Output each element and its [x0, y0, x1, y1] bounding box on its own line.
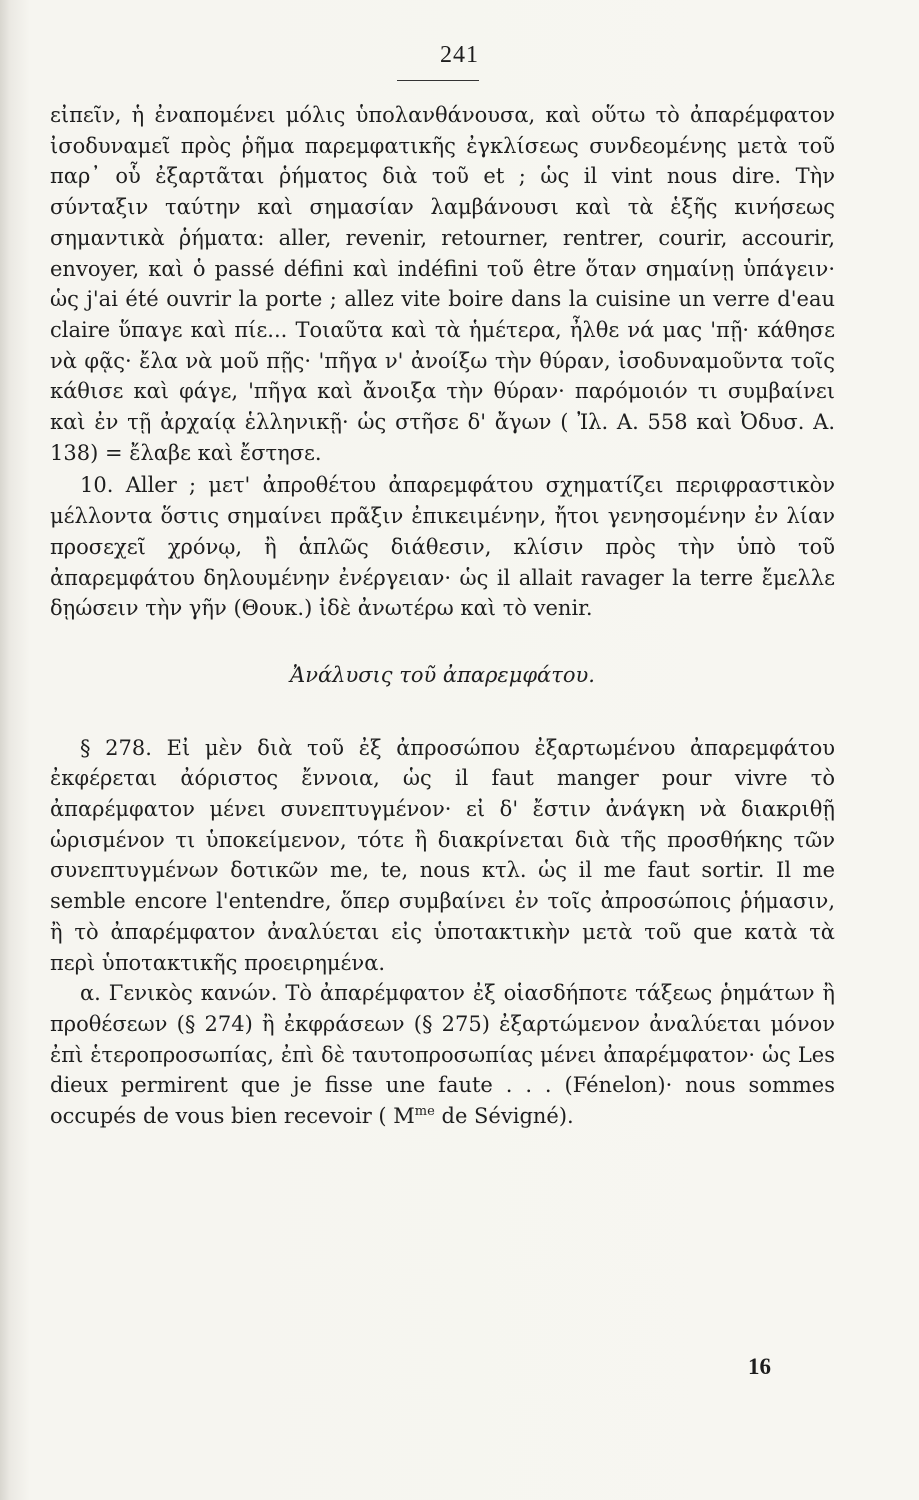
header-rule: [397, 80, 479, 81]
paragraph-general-rule: [50, 978, 835, 1132]
general-rule-end: de Sévigné).: [434, 1104, 574, 1129]
general-rule-text: α. Γενικὸς κανών. Τὸ ἀπαρέμφατον ἐξ οἱασδήποτε τάξεως ῥημάτων ἢ προθέσεων (§ 274) ἢ ἐκφράσεων (§ 275) ἐξαρτώμενον ἀναλύεται μόνον ἐπὶ ἑτεροπροσωπίας, ἐπὶ δὲ ταυτοπροσωπίας μένει ἀπαρέμφατον· ὡς Les dieux permirent que je fisse une faute . . . (Fénelon)· nous sommes occupés de vous bien recevoir ( M: [50, 981, 835, 1129]
superscript-me: me: [414, 1104, 435, 1120]
section-heading: Ἀνάλυσις τοῦ ἀπαρεμφάτου.: [290, 662, 595, 687]
paragraph-section-10: 10. Aller ; μετ' ἀπροθέτου ἀπαρεμφάτου σχηματίζει περιφραστικὸν μέλλοντα ὅστις σημαίνει πρᾶξιν ἐπικειμένην, ἤτοι γενησομένην ἐν λίαν προσεχεῖ χρόνῳ, ἢ ἁπλῶς διάθεσιν, κλίσιν πρὸς τὴν ὑπὸ τοῦ ἀπαρεμφάτου δηλουμένην ἐνέργειαν· ὡς il allait ravager la terre ἔμελλε δῃώσειν τὴν γῆν (Θουκ.) ἰδὲ ἀνωτέρω καὶ τὸ venir.: [50, 473, 835, 621]
sheet-signature: 16: [748, 1354, 771, 1379]
paragraph-continuation: εἰπεῖν, ἡ ἐναπομένει μόλις ὑπολανθάνουσα, καὶ οὕτω τὸ ἀπαρέμφατον ἰσοδυναμεῖ πρὸς ῥῆμα παρεμφατικῆς ἐγκλίσεως συνδεομένης μετὰ τοῦ παρ᾽ οὗ ἐξαρτᾶται ῥήματος διὰ τοῦ et ; ὡς il vint nous dire. Τὴν σύνταξιν ταύτην καὶ σημασίαν λαμβάνουσι καὶ τὰ ἑξῆς κινήσεως σημαντικὰ ῥήματα: aller, revenir, retourner, rentrer, courir, accourir, envoyer, καὶ ὁ passé défini καὶ indéfini τοῦ être ὅταν σημαίνῃ ὑπάγειν· ὡς j'ai été ouvrir la porte ; allez vite boire dans la cuisine un verre d'eau claire ὕπαγε καὶ πίε... Τοιαῦτα καὶ τὰ ἡμέτερα, ἦλθε νά μας 'πῇ· κάθησε νὰ φᾷς· ἔλα νὰ μοῦ πῇς· 'πῆγα ν' ἀνοίξω τὴν θύραν, ἰσοδυναμοῦντα τοῖς κάθισε καὶ φάγε, 'πῆγα καὶ ἄνοιξα τὴν θύραν· παρόμοιόν τι συμβαίνει καὶ ἐν τῇ ἀρχαίᾳ ἑλληνικῇ· ὡς στῆσε δ' ἄγων ( Ἰλ. Α. 558 καὶ Ὀδυσ. Α. 138) = ἔλαβε καὶ ἔστησε.: [50, 103, 835, 465]
paragraph-278: § 278. Εἰ μὲν διὰ τοῦ ἐξ ἀπροσώπου ἐξαρτωμένου ἀπαρεμφάτου ἐκφέρεται ἀόριστος ἔννοια, ὡς il faut manger pour vivre τὸ ἀπαρέμφατον μένει συνεπτυγμένον· εἰ δ' ἔστιν ἀνάγκη νὰ διακριθῇ ὡρισμένον τι ὑποκείμενον, τότε ἢ διακρίνεται διὰ τῆς προσθήκης τῶν συνεπτυγμένων δοτικῶν me, te, nous κτλ. ὡς il me faut sortir. Il me semble encore l'entendre, ὅπερ συμβαίνει ἐν τοῖς ἀπροσώποις ῥήμασιν, ἢ τὸ ἀπαρέμφατον ἀναλύεται εἰς ὑποτακτικὴν μετὰ τοῦ que κατὰ τὰ περὶ ὑποτακτικῆς προειρημένα.: [50, 735, 835, 975]
body-text: [50, 100, 835, 1132]
page-number: 241: [440, 42, 479, 68]
